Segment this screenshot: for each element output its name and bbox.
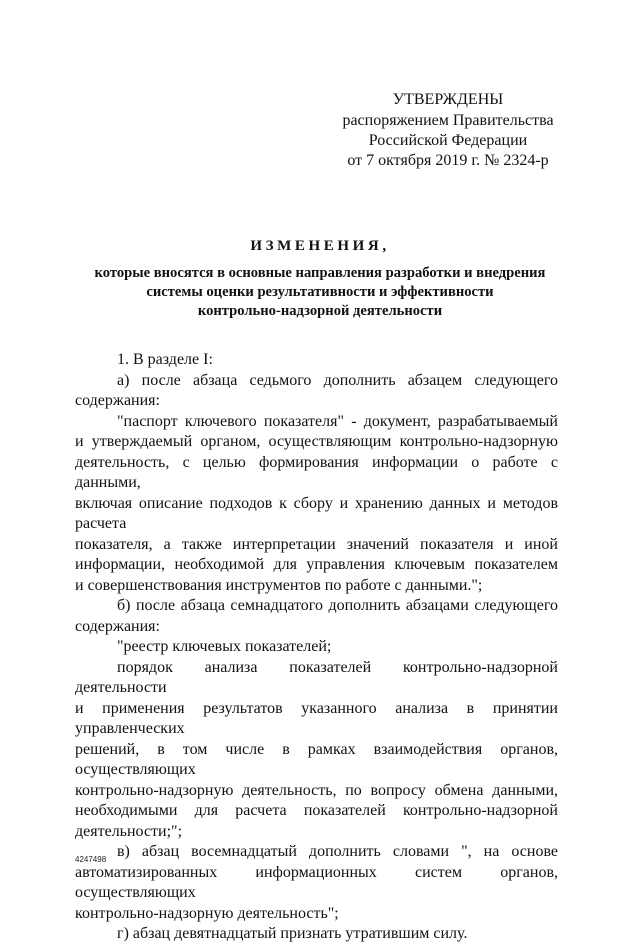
body-line: контрольно-надзорную деятельность, по вопросу обмена данными, [75, 781, 558, 799]
body-line: "реестр ключевых показателей; [117, 638, 332, 655]
body-line: автоматизированных информационных систем органов, осуществляющих [75, 863, 558, 901]
approval-line-3: от 7 октября 2019 г. № 2324-р [347, 152, 549, 169]
body-line: информации, необходимой для управления ключевым показателем [75, 556, 558, 573]
body-line: показателя, а также интерпретации значений показателя и иной [75, 535, 558, 553]
body-line: необходимыми для расчета показателей контрольно-надзорной [75, 802, 558, 819]
body-line: включая описание подходов к сбору и хранению данных и методов расчета [75, 494, 558, 532]
approval-title: УТВЕРЖДЕНЫ [392, 91, 504, 108]
body-line: б) после абзаца семнадцатого дополнить абзацами следующего [117, 597, 558, 614]
document-heading: ИЗМЕНЕНИЯ, [250, 238, 390, 254]
body-line: г) абзац девятнадцатый признать утратившим силу. [117, 925, 468, 942]
approval-block [330, 90, 566, 171]
body-line: и применения результатов указанного анализа в принятии управленческих [75, 699, 558, 737]
subheading-line-3: контрольно-надзорной деятельности [197, 303, 443, 319]
subheading-line-1: которые вносятся в основные направления разработки и внедрения [94, 265, 546, 281]
approval-line-2: Российской Федерации [368, 132, 528, 149]
document-subheading [60, 264, 580, 321]
body-line: 1. В разделе I: [117, 351, 213, 368]
body-line: и утверждаемый органом, осуществляющим контрольно-надзорную [75, 433, 558, 450]
body-line: содержания: [75, 392, 160, 409]
subheading-line-2: системы оценки результативности и эффективности [146, 284, 494, 300]
body-line: содержания: [75, 617, 160, 635]
document-number: 4247498 [75, 855, 107, 864]
body-line: в) абзац восемнадцатый дополнить словами ", на основе [117, 843, 558, 860]
body-line: деятельности;"; [75, 822, 183, 840]
body-line: порядок анализа показателей контрольно-надзорной деятельности [75, 658, 558, 696]
body-line: контрольно-надзорную деятельность"; [75, 904, 339, 922]
approval-line-1: распоряжением Правительства [342, 112, 554, 129]
body-line: деятельность, с целью формирования информации о работе с данными, [75, 453, 558, 491]
document-body [75, 350, 558, 945]
body-line: а) после абзаца седьмого дополнить абзацем следующего [117, 371, 558, 389]
body-line: решений, в том числе в рамках взаимодействия органов, осуществляющих [75, 740, 558, 778]
body-line: и совершенствования инструментов по работе с данными."; [75, 576, 483, 594]
body-line: "паспорт ключевого показателя" - документ, разрабатываемый [117, 412, 558, 430]
